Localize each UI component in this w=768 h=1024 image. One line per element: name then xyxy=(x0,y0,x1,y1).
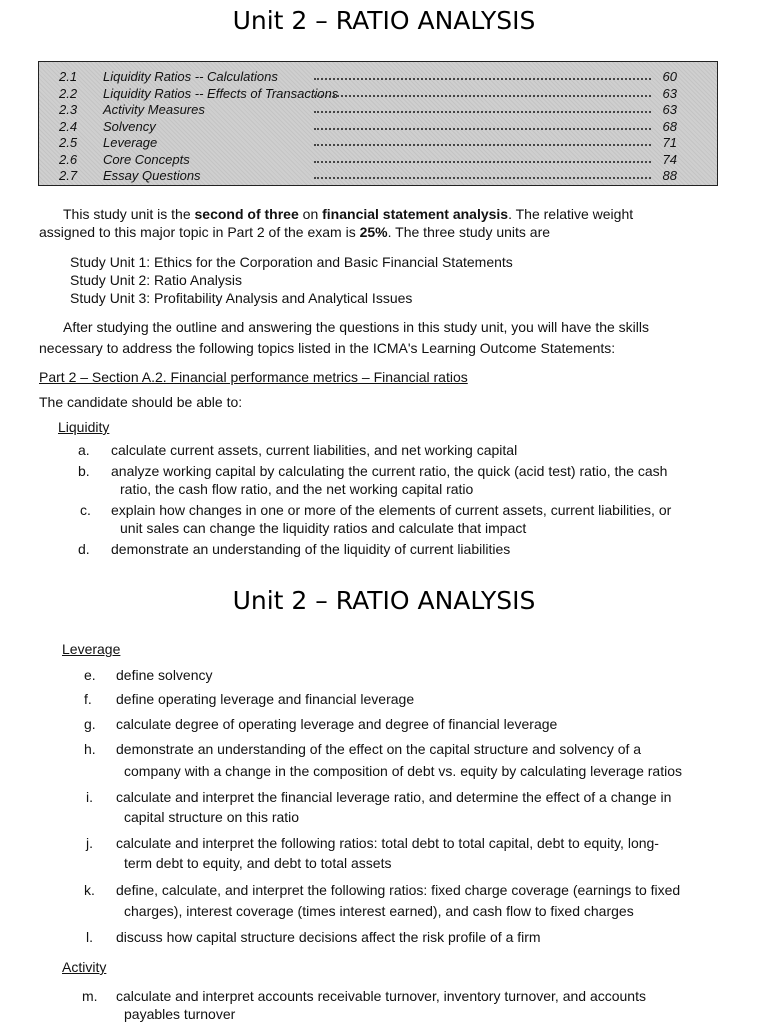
toc-number: 2.1 xyxy=(59,69,78,84)
toc-number: 2.4 xyxy=(59,118,78,134)
section-heading: Part 2 – Section A.2. Financial performance metrics – Financial ratios xyxy=(39,369,468,385)
study-unit-1: Study Unit 1: Ethics for the Corporation and Basic Financial Statements xyxy=(70,254,513,270)
item-letter: d. xyxy=(78,541,90,557)
toc-leader xyxy=(314,111,651,113)
after-line-1: After studying the outline and answering the questions in this study unit, you will have the skills xyxy=(63,319,649,335)
item-text: discuss how capital structure decisions affect the risk profile of a firm xyxy=(116,929,541,945)
intro-line-2: assigned to this major topic in Part 2 of the exam is 25%. The three study units are xyxy=(39,224,551,240)
toc-number: 2.6 xyxy=(59,151,78,167)
item-text: payables turnover xyxy=(124,1006,236,1022)
toc-number: 2.7 xyxy=(59,168,78,183)
toc-page: 63 xyxy=(662,102,677,117)
toc-page: 63 xyxy=(662,85,677,101)
activity-heading: Activity xyxy=(62,959,107,975)
item-text: unit sales can change the liquidity ratios and calculate that impact xyxy=(120,520,527,536)
toc-title: Leverage xyxy=(103,135,158,150)
toc-leader xyxy=(314,128,651,130)
toc-row xyxy=(39,102,717,118)
item-letter: e. xyxy=(84,667,96,683)
item-letter: g. xyxy=(84,716,96,732)
item-text: company with a change in the composition of debt vs. equity by calculating leverage ratios xyxy=(124,763,682,779)
item-text: charges), interest coverage (times interest earned), and cash flow to fixed charges xyxy=(124,903,634,919)
toc-number: 2.5 xyxy=(59,135,78,150)
scanned-page xyxy=(0,582,768,1024)
study-unit-2: Study Unit 2: Ratio Analysis xyxy=(70,272,242,288)
toc-title: Essay Questions xyxy=(103,168,201,183)
leverage-heading: Leverage xyxy=(62,641,121,657)
toc-page: 74 xyxy=(662,151,677,167)
toc-title: Activity Measures xyxy=(103,102,205,117)
study-unit-3: Study Unit 3: Profitability Analysis and Analytical Issues xyxy=(70,290,413,306)
item-letter: m. xyxy=(82,988,98,1004)
toc-page: 88 xyxy=(662,168,677,183)
item-letter: l. xyxy=(86,929,93,945)
item-text: explain how changes in one or more of the elements of current assets, current liabilities, or xyxy=(111,502,672,518)
item-text: ratio, the cash flow ratio, and the net working capital ratio xyxy=(120,481,474,497)
toc-page: 60 xyxy=(662,69,677,84)
toc-leader xyxy=(314,161,651,163)
item-text: term debt to equity, and debt to total assets xyxy=(124,855,392,871)
slide-title: Unit 2 – RATIO ANALYSIS xyxy=(232,6,536,35)
item-letter: j. xyxy=(86,835,93,851)
toc-leader xyxy=(314,95,651,97)
toc-leader xyxy=(314,177,651,179)
item-text: demonstrate an understanding of the effect on the capital structure and solvency of a xyxy=(116,741,642,757)
toc-page: 68 xyxy=(662,118,677,134)
intro-line-1: This study unit is the second of three on financial statement analysis. The relative weight xyxy=(63,206,634,222)
item-text: define solvency xyxy=(116,667,213,683)
toc-row xyxy=(39,135,717,151)
item-text: analyze working capital by calculating the current ratio, the quick (acid test) ratio, the cash xyxy=(111,463,668,479)
item-letter: a. xyxy=(78,442,90,458)
toc-number: 2.3 xyxy=(59,102,78,117)
item-letter: h. xyxy=(84,741,96,757)
liquidity-heading: Liquidity xyxy=(58,419,110,435)
item-text: define operating leverage and financial leverage xyxy=(116,691,415,707)
toc-row xyxy=(39,168,717,184)
item-text: demonstrate an understanding of the liquidity of current liabilities xyxy=(111,541,511,557)
item-text: calculate and interpret the following ratios: total debt to total capital, debt to equity, long- xyxy=(116,835,659,851)
item-letter: b. xyxy=(78,463,90,479)
contents-box xyxy=(38,61,718,186)
item-text: capital structure on this ratio xyxy=(124,809,300,825)
item-text: calculate current assets, current liabilities, and net working capital xyxy=(111,442,518,458)
toc-row xyxy=(39,119,717,135)
slide-title: Unit 2 – RATIO ANALYSIS xyxy=(232,586,536,615)
item-text: calculate degree of operating leverage and degree of financial leverage xyxy=(116,716,558,732)
toc-title: Core Concepts xyxy=(103,151,190,167)
toc-row xyxy=(39,86,717,102)
item-letter: k. xyxy=(84,882,95,898)
item-text: calculate and interpret accounts receivable turnover, inventory turnover, and accounts xyxy=(116,988,646,1004)
toc-row xyxy=(39,152,717,168)
item-letter: c. xyxy=(80,502,91,518)
toc-title: Liquidity Ratios -- Calculations xyxy=(103,69,278,84)
after-line-2: necessary to address the following topics listed in the ICMA's Learning Outcome Statements: xyxy=(39,340,616,356)
toc-page: 71 xyxy=(662,135,677,150)
candidate-line: The candidate should be able to: xyxy=(39,394,243,410)
item-text: calculate and interpret the financial leverage ratio, and determine the effect of a change in xyxy=(116,789,672,805)
item-letter: f. xyxy=(84,691,92,707)
item-letter: i. xyxy=(86,789,93,805)
toc-leader xyxy=(314,78,651,80)
toc-title: Liquidity Ratios -- Effects of Transactions xyxy=(103,85,339,101)
slide-2 xyxy=(0,582,768,1024)
toc-leader xyxy=(314,144,651,146)
item-text: define, calculate, and interpret the following ratios: fixed charge coverage (earnings to fixed xyxy=(116,882,681,898)
toc-title: Solvency xyxy=(103,118,156,134)
toc-number: 2.2 xyxy=(59,85,78,101)
toc-row xyxy=(39,69,717,85)
